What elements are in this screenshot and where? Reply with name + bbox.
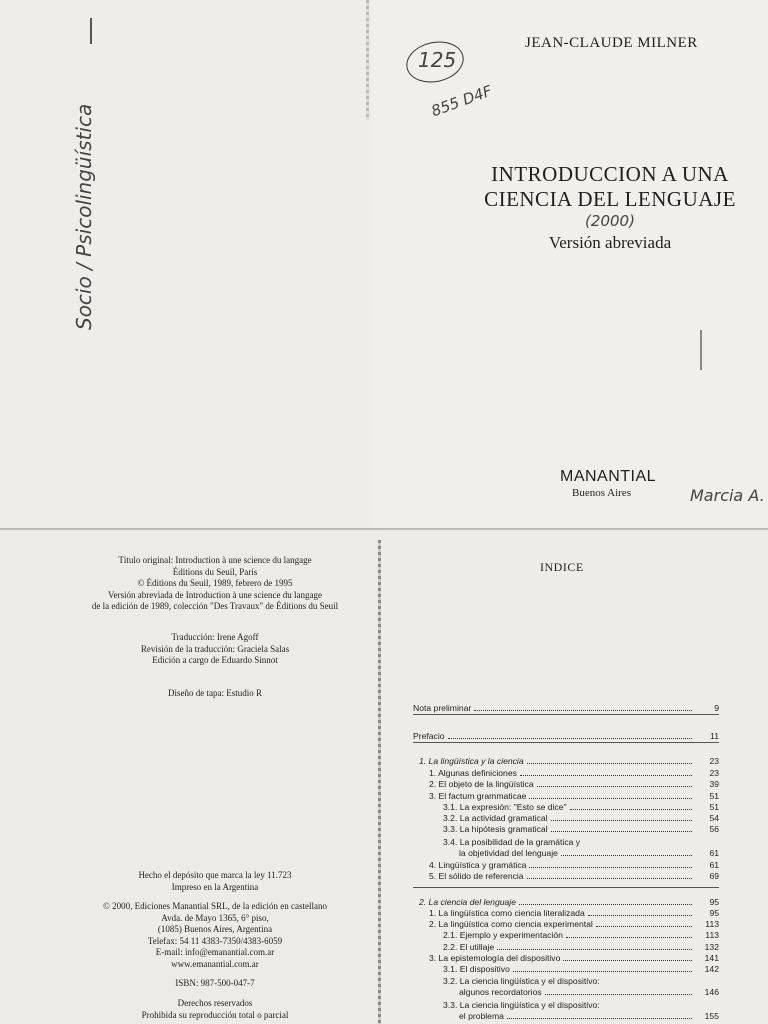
author-name: JEAN-CLAUDE MILNER bbox=[525, 35, 698, 51]
toc-page-number: 95 bbox=[709, 897, 719, 907]
toc-entry bbox=[413, 846, 719, 858]
toc-leader-dots bbox=[520, 775, 692, 776]
credit-line: Prohibida su reproducción total o parcial bbox=[141, 1009, 289, 1020]
deposit-block bbox=[55, 870, 375, 893]
toc-page-number: 142 bbox=[704, 964, 719, 974]
toc-entry bbox=[413, 754, 719, 766]
toc-leader-dots bbox=[448, 738, 692, 739]
toc-page-number: 113 bbox=[705, 930, 719, 940]
toc-entry bbox=[413, 822, 719, 834]
toc-page-number: 9 bbox=[714, 703, 719, 713]
credit-line: © Éditions du Seuil, 1989, febrero de 1995 bbox=[137, 578, 293, 588]
credit-line: E-mail: info@emanantial.com.ar bbox=[155, 947, 275, 957]
toc-entry bbox=[413, 869, 719, 881]
toc-page-number: 95 bbox=[709, 908, 719, 918]
toc-leader-dots bbox=[551, 831, 692, 832]
toc-leader-dots bbox=[507, 1018, 692, 1019]
toc-page-number: 132 bbox=[704, 942, 719, 952]
toc-entry bbox=[413, 928, 719, 940]
credit-line: Éditions du Seuil, París bbox=[172, 566, 258, 577]
toc-page-number: 155 bbox=[704, 1011, 719, 1021]
inside-cover-page bbox=[0, 0, 372, 530]
credit-line: Hecho el depósito que marca la ley 11.723 bbox=[138, 870, 292, 880]
toc-entry-label: 1. La lingüística y la ciencia bbox=[419, 756, 524, 766]
toc-leader-dots bbox=[497, 949, 692, 950]
credit-line: Derechos reservados bbox=[177, 998, 253, 1008]
handwritten-side-note: Socio / Psicolingüística bbox=[72, 103, 96, 330]
toc-entry-label: 2.2. El utillaje bbox=[443, 942, 495, 952]
toc-leader-dots bbox=[519, 904, 692, 905]
toc-entry-label: 2. La lingüística como ciencia experimental bbox=[429, 919, 593, 929]
toc-leader-dots bbox=[529, 798, 692, 799]
toc-page-number: 23 bbox=[709, 756, 719, 766]
toc-entry bbox=[413, 729, 719, 741]
toc-entry bbox=[413, 962, 719, 974]
credit-line: (1085) Buenos Aires, Argentina bbox=[157, 924, 273, 934]
toc-entry-label: Nota preliminar bbox=[413, 703, 472, 713]
toc-page-number: 23 bbox=[709, 768, 719, 778]
toc-entry-label: 1. Algunas definiciones bbox=[429, 768, 517, 778]
toc-entry-label: 3.2. La actividad gramatical bbox=[443, 813, 548, 823]
toc-entry-label: 3. El factum grammaticae bbox=[429, 791, 527, 801]
toc-page-number: 146 bbox=[704, 987, 719, 997]
toc-page-number: 61 bbox=[709, 860, 719, 870]
book-title-line-2: CIENCIA DEL LENGUAJE bbox=[484, 187, 736, 211]
toc-entry-label: 2. El objeto de la lingüística bbox=[429, 779, 534, 789]
toc-entry-label: algunos recordatorios bbox=[459, 987, 542, 997]
toc-leader-dots bbox=[596, 926, 692, 927]
publisher-name: MANANTIAL bbox=[560, 468, 657, 485]
credit-line: Versión abreviada de Introduction à une science du langage bbox=[108, 589, 322, 600]
credit-line: Edición a cargo de Eduardo Sinnot bbox=[152, 655, 278, 665]
publisher-city: Buenos Aires bbox=[572, 487, 631, 499]
toc-entry-label: el problema bbox=[459, 1011, 504, 1021]
publisher-block bbox=[55, 901, 375, 970]
toc-leader-dots bbox=[527, 763, 692, 764]
toc-entry-label: 5. El sólido de referencia bbox=[429, 871, 524, 881]
book-title-line-1: INTRODUCCION A UNA bbox=[491, 162, 729, 186]
isbn: ISBN: 987-500-047-7 bbox=[175, 978, 255, 988]
toc-page-number: 39 bbox=[709, 779, 719, 789]
handwritten-year: (2000) bbox=[585, 212, 635, 230]
credit-line: Telefax: 54 11 4383-7350/4383-6059 bbox=[147, 935, 283, 946]
credit-line: Impreso en la Argentina bbox=[171, 881, 259, 892]
original-title-block bbox=[55, 555, 375, 613]
toc-entry-label: 1. La lingüística como ciencia literalizada bbox=[429, 908, 585, 918]
toc-leader-dots bbox=[570, 809, 692, 810]
toc-page-number: 51 bbox=[709, 802, 719, 812]
toc-page-number: 61 bbox=[709, 848, 719, 858]
toc-leader-dots bbox=[474, 710, 692, 711]
toc-entry-label: la objetividad del lenguaje bbox=[459, 848, 558, 858]
toc-leader-dots bbox=[513, 971, 692, 972]
credit-line: Título original: Introduction à une science du langage bbox=[118, 555, 312, 565]
toc-entry bbox=[413, 985, 719, 997]
toc-entry-label: 3.1. El dispositivo bbox=[443, 964, 510, 974]
toc-entry bbox=[413, 701, 719, 713]
toc-entry-label: Prefacio bbox=[413, 731, 445, 741]
toc-leader-dots bbox=[529, 867, 692, 868]
toc-entry-label: 3. La epistemología del dispositivo bbox=[429, 953, 561, 963]
translation-block bbox=[55, 632, 375, 667]
toc-leader-dots bbox=[551, 820, 692, 821]
cover-design-credit: Diseño de tapa: Estudio R bbox=[168, 688, 262, 698]
page-gutter bbox=[378, 540, 381, 1024]
toc-page-number: 141 bbox=[704, 953, 719, 963]
handwritten-circled-number: 125 bbox=[418, 48, 457, 72]
toc-leader-dots bbox=[545, 994, 692, 995]
handwritten-code: 855 D4F bbox=[428, 81, 495, 121]
toc-leader-dots bbox=[588, 915, 692, 916]
toc-page-number: 51 bbox=[709, 791, 719, 801]
toc-leader-dots bbox=[527, 878, 692, 879]
book-subtitle: Versión abreviada bbox=[548, 233, 672, 252]
credit-line: © 2000, Ediciones Manantial SRL, de la edición en castellano bbox=[102, 901, 328, 911]
table-of-contents bbox=[413, 0, 719, 1024]
toc-entry-label: 3.3. La hipótesis gramatical bbox=[443, 824, 548, 834]
toc-page-number: 56 bbox=[709, 824, 719, 834]
toc-leader-dots bbox=[566, 937, 692, 938]
credit-line: de la edición de 1989, colección "Des Travaux" de Éditions du Seuil bbox=[91, 601, 339, 611]
credit-line: www.emanantial.com.ar bbox=[171, 958, 259, 969]
scan-mark bbox=[90, 18, 92, 44]
toc-entry-label: 4. Lingüística y gramática bbox=[429, 860, 527, 870]
toc-entry-label: 2. La ciencia del lenguaje bbox=[419, 897, 516, 907]
toc-entry-label: 3.1. La expresión: "Esto se dice" bbox=[443, 802, 567, 812]
toc-page-number: 54 bbox=[709, 813, 719, 823]
toc-entry-label: 3.2. La ciencia lingüística y el dispositivo: bbox=[443, 976, 600, 986]
toc-entry-label: 3.4. La posibilidad de la gramática y bbox=[443, 837, 581, 847]
toc-entry-label: 3.3. La ciencia lingüística y el dispositivo: bbox=[443, 1000, 600, 1010]
toc-leader-dots bbox=[561, 855, 692, 856]
toc-leader-dots bbox=[537, 786, 692, 787]
toc-leader-dots bbox=[563, 960, 692, 961]
page-gutter-top bbox=[366, 0, 369, 120]
toc-page-number: 69 bbox=[709, 871, 719, 881]
toc-page-number: 11 bbox=[710, 731, 719, 741]
toc-entry-label: 2.1. Ejemplo y experimentación bbox=[443, 930, 563, 940]
rights-block bbox=[55, 998, 375, 1021]
credit-line: Traducción: Irene Agoff bbox=[171, 632, 259, 642]
credit-line: Revisión de la traducción: Graciela Salas bbox=[140, 643, 290, 654]
index-title: INDICE bbox=[540, 560, 584, 574]
toc-page-number: 113 bbox=[705, 919, 719, 929]
credit-line: Avda. de Mayo 1365, 6° piso, bbox=[161, 912, 269, 923]
toc-entry bbox=[413, 777, 719, 789]
handwritten-signature: Marcia A. bbox=[690, 486, 765, 505]
toc-entry bbox=[413, 1009, 719, 1021]
